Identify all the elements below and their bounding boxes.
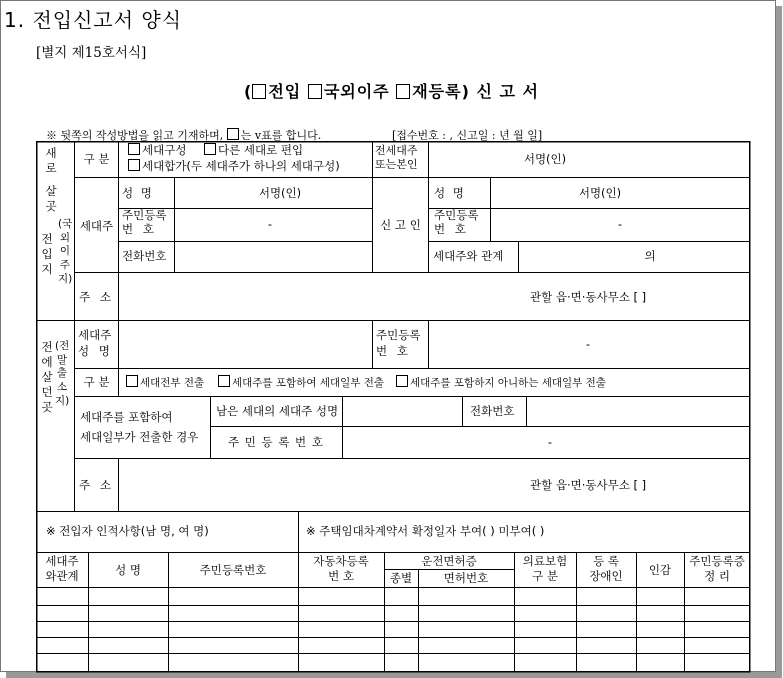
new-address-side-label: 새로	[45, 146, 57, 175]
householder-name-label: 성 명	[78, 344, 113, 358]
old-phone-label: 전화번호	[470, 404, 515, 418]
householder-signature[interactable]: 서명(인)	[258, 186, 302, 200]
partial-move-label: 세대주를 포함하여	[80, 410, 173, 424]
table-header-name: 성 명	[115, 563, 141, 577]
table-header-license-type: 종별	[389, 571, 413, 585]
table-header-id-card: 정 리	[704, 569, 730, 583]
option-partial-with-head: 세대주를 포함하여 세대일부 전출	[218, 375, 384, 390]
annex-label: [별지 제15호서식]	[36, 45, 147, 61]
form-title: ( 전입 국외이주 재등록) 신 고 서	[244, 82, 539, 101]
old-address-side-label: 전에 살던곳	[41, 340, 53, 414]
table-header-relation: 와관계	[45, 569, 79, 583]
receipt-info: [접수번호 : , 신고일 : 년 월 일]	[392, 129, 543, 142]
checkbox-household-form[interactable]	[128, 143, 140, 155]
instruction-note: ※ 뒷쪽의 작성방법을 읽고 기재하며, 는 v표를 합니다.	[46, 129, 322, 142]
table-header-license-number: 면허번호	[443, 571, 489, 585]
option-household-form: 세대구성	[128, 143, 186, 157]
old-address-label: 주 소	[79, 478, 114, 492]
reporter-label: 신 고 인	[380, 218, 421, 232]
resident-number-label: 주민등록	[122, 208, 167, 222]
phone-label: 전화번호	[122, 249, 167, 263]
new-address-side-label: 전입지	[41, 232, 53, 276]
remaining-resident-number-field[interactable]: -	[547, 435, 553, 449]
reporter-signature[interactable]: 서명(인)	[578, 186, 622, 200]
old-resident-number-label: 번 호	[376, 344, 411, 358]
old-resident-number-field[interactable]: -	[585, 337, 591, 351]
category-label: 구 분	[83, 152, 110, 166]
table-header-disabled: 등 록	[593, 554, 619, 568]
checkbox-move-all[interactable]	[126, 375, 138, 387]
relation-field[interactable]: 의	[644, 249, 656, 263]
page-heading: 1. 전입신고서 양식	[4, 8, 183, 32]
option-join: 다른 세대로 편입	[204, 143, 303, 157]
signature-field[interactable]: 서명(인)	[523, 152, 567, 166]
reporter-resident-number-field[interactable]: -	[617, 217, 623, 231]
table-header-license: 운전면허증	[421, 554, 477, 568]
all-household-label: 전세대주 또는본인	[375, 144, 418, 171]
option-merge: 세대합가(두 세대주가 하나의 세대구성)	[128, 159, 340, 173]
table-header-disabled: 장애인	[589, 569, 623, 583]
table-header-relation: 세대주	[45, 554, 79, 568]
old-office-field[interactable]: 관할 읍·면·동사무소 [ ]	[530, 478, 647, 492]
resident-number-label: 번 호	[122, 222, 157, 236]
persons-summary: ※ 전입자 인적사항(남 명, 여 명)	[46, 524, 209, 538]
lease-confirmation: ※ 주택임대차계약서 확정일자 부여( ) 미부여( )	[306, 524, 545, 538]
reporter-resident-number-label: 주민등록	[434, 208, 479, 222]
office-field[interactable]: 관할 읍·면·동사무소 [ ]	[530, 290, 647, 304]
option-move-all: 세대전부 전출	[126, 375, 204, 390]
remaining-resident-number-label: 주 민 등 록 번 호	[228, 435, 324, 449]
address-label: 주 소	[79, 290, 114, 304]
reporter-name-label: 성 명	[434, 186, 466, 200]
checkbox-merge[interactable]	[128, 159, 140, 171]
old-address-side-label: (전 말 출 소 지)	[55, 340, 70, 407]
table-header-vehicle: 자동차등록	[313, 554, 369, 568]
old-resident-number-label: 주민등록	[376, 328, 421, 342]
checkbox-partial-without-head[interactable]	[396, 375, 408, 387]
new-address-side-label: (국외이주지)	[58, 218, 73, 285]
table-header-seal: 인감	[648, 563, 672, 577]
table-header-resident-number: 주민등록번호	[199, 563, 267, 577]
name-label: 성 명	[122, 186, 154, 200]
checkbox-partial-with-head[interactable]	[218, 375, 230, 387]
table-header-id-card: 주민등록증	[689, 554, 745, 568]
old-category-label: 구 분	[83, 375, 110, 389]
table-header-insurance: 구 분	[532, 569, 558, 583]
householder-name-label: 세대주	[78, 328, 112, 342]
resident-number-field[interactable]: -	[267, 217, 273, 231]
remaining-householder-label: 남은 세대의 세대주 성명	[216, 404, 339, 418]
table-header-insurance: 의료보험	[522, 554, 568, 568]
table-header-vehicle: 번 호	[328, 569, 354, 583]
relation-label: 세대주와 관계	[433, 249, 504, 263]
checkbox-join[interactable]	[204, 143, 216, 155]
option-partial-without-head: 세대주를 포함하지 아니하는 세대일부 전출	[396, 375, 606, 390]
new-address-side-label: 살곳	[45, 184, 57, 213]
reporter-resident-number-label: 번 호	[434, 222, 469, 236]
householder-label: 세대주	[79, 219, 114, 233]
partial-move-label: 세대일부가 전출한 경우	[80, 430, 199, 444]
